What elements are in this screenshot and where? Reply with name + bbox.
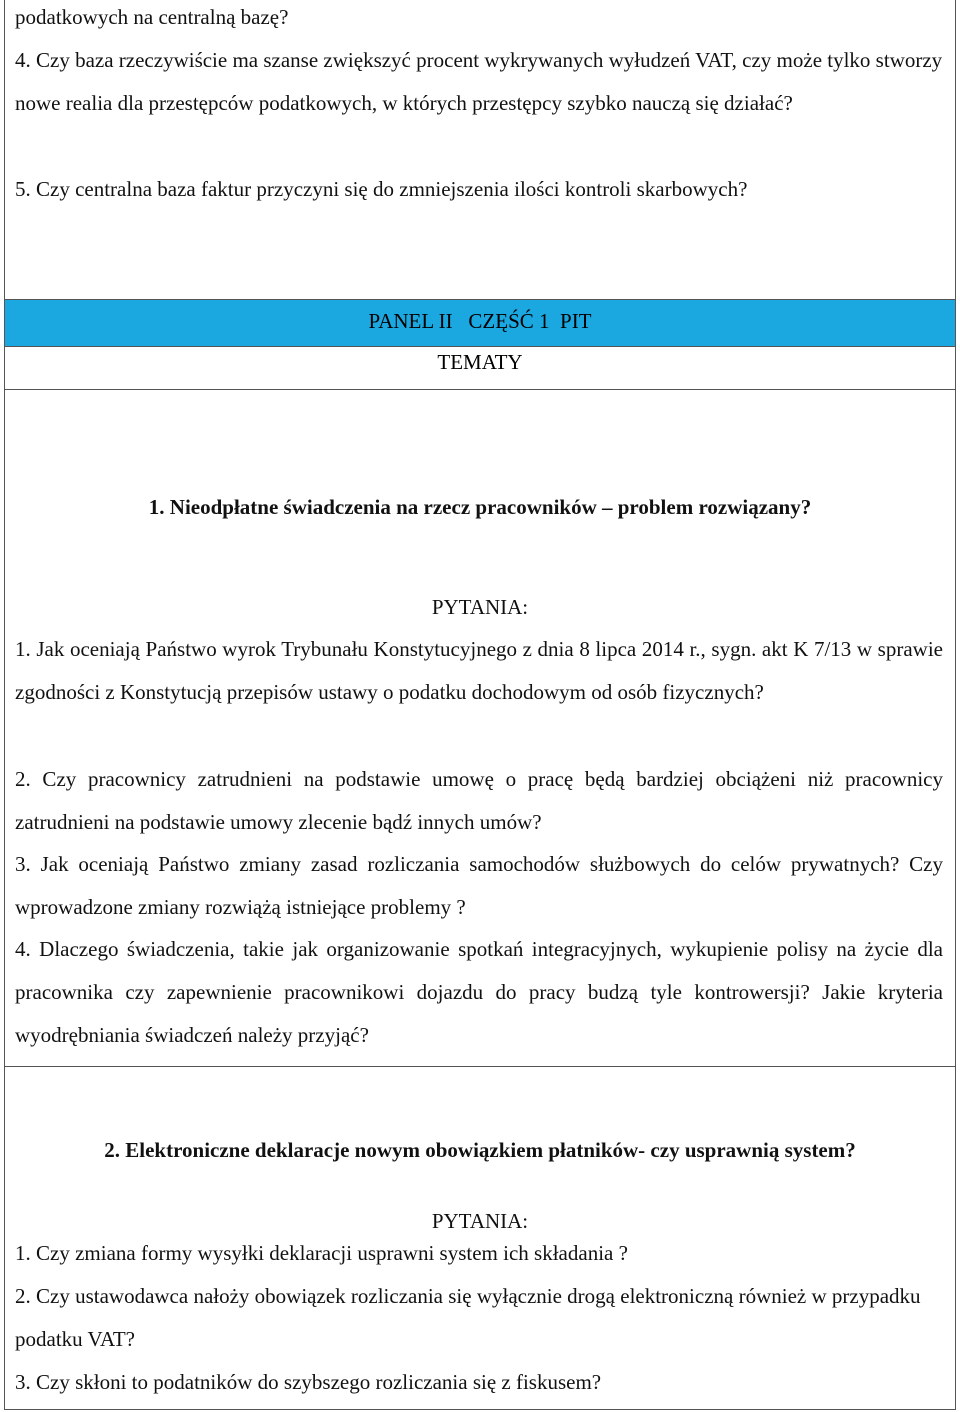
topic-1-question-1: 1. Jak oceniają Państwo wyrok Trybunału Konstytucyjnego z dnia 8 lipca 2014 r., sygn. akt K 7/13 w sprawie zgodności z Konstytucją przepisów ustawy o podatku dochodowym od osób fizycznych? bbox=[15, 637, 943, 704]
document-page bbox=[4, 0, 956, 1410]
previous-questions-cell bbox=[4, 0, 956, 300]
question-5: 5. Czy centralna baza faktur przyczyni się do zmniejszenia ilości kontroli skarbowych? bbox=[15, 177, 748, 201]
topic-2-question-1: 1. Czy zmiana formy wysyłki deklaracji usprawni system ich składania ? bbox=[15, 1241, 628, 1265]
topics-row bbox=[4, 347, 956, 390]
topic-1-cell bbox=[4, 390, 956, 1067]
topic-1-question-2: 2. Czy pracownicy zatrudnieni na podstawie umowę o pracę będą bardziej obciążeni niż pracownicy zatrudnieni na podstawie umowy zlecenie bądź innych umów? bbox=[15, 767, 943, 834]
topic-2-heading: 2. Elektroniczne deklaracje nowym obowiązkiem płatników- czy usprawnią system? bbox=[104, 1138, 856, 1162]
topic-1-question-3: 3. Jak oceniają Państwo zmiany zasad rozliczania samochodów służbowych do celów prywatnych? Czy wprowadzone zmiany rozwiążą istniejące problemy ? bbox=[15, 852, 943, 919]
topic-2-question-2: 2. Czy ustawodawca nałoży obowiązek rozliczania się wyłącznie drogą elektroniczną również w przypadku podatku VAT? bbox=[15, 1284, 921, 1351]
panel-header bbox=[4, 300, 956, 347]
topic-2-questions-label: PYTANIA: bbox=[431, 1209, 529, 1233]
topic-1-question-4: 4. Dlaczego świadczenia, takie jak organizowanie spotkań integracyjnych, wykupienie polisy na życie dla pracownika czy zapewnienie pracownikowi dojazdu do pracy budzą tyle kontrowersji? Jakie kryteria wyodrębniania świadczeń należy przyjąć? bbox=[15, 937, 943, 1047]
question-continuation: podatkowych na centralną bazę? bbox=[15, 5, 289, 29]
topics-title: TEMATY bbox=[437, 350, 523, 374]
topic-2-question-3: 3. Czy skłoni to podatników do szybszego rozliczania się z fiskusem? bbox=[15, 1370, 602, 1394]
topic-1-questions-label: PYTANIA: bbox=[431, 595, 529, 619]
panel-title: PANEL II CZĘŚĆ 1 PIT bbox=[368, 309, 592, 333]
topic-2-cell bbox=[4, 1067, 956, 1410]
topic-1-heading: 1. Nieodpłatne świadczenia na rzecz pracowników – problem rozwiązany? bbox=[148, 495, 812, 519]
question-4: 4. Czy baza rzeczywiście ma szanse zwiększyć procent wykrywanych wyłudzeń VAT, czy może tylko stworzy nowe realia dla przestępców podatkowych, w których przestępcy szybko nauczą się działać? bbox=[15, 48, 943, 115]
